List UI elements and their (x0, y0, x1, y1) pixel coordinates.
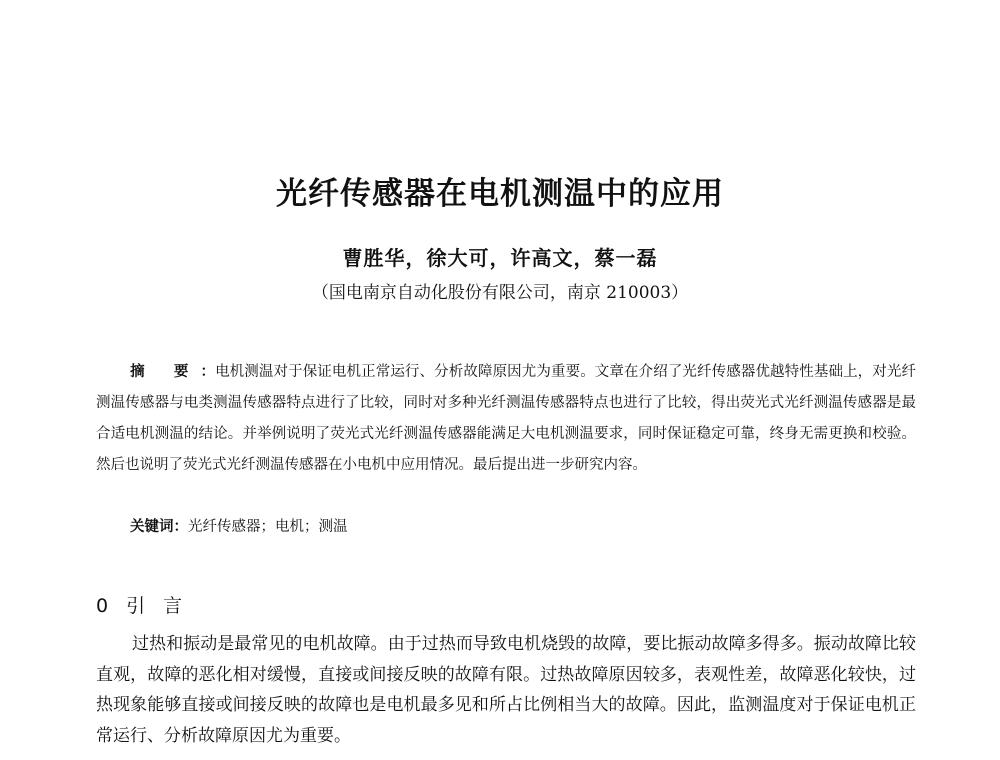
abstract-label-colon: ： (200, 363, 216, 380)
introduction-paragraph (96, 629, 916, 751)
author-list: 曹胜华，徐大可，许高文，蔡一磊 (342, 246, 658, 270)
introduction-text: 过热和振动是最常见的电机故障。由于过热而导致电机烧毁的故障，要比振动故障多得多。振动故障比较直观，故障的恶化相对缓慢，直接或间接反映的故障有限。过热故障原因较多，表观性差，故障恶化较快，过热现象能够直接或间接反映的故障也是电机最多见和所占比例相当大的故障。因此，监测温度对于保证电机正常运行、分析故障原因尤为重要。 (96, 634, 916, 746)
author-affiliation: （国电南京自动化股份有限公司，南京 210003） (311, 283, 689, 303)
abstract-label: 摘 要 (130, 363, 201, 380)
keywords-block (130, 514, 348, 540)
abstract-text: 电机测温对于保证电机正常运行、分析故障原因尤为重要。文章在介绍了光纤传感器优越特性基础上，对光纤测温传感器与电类测温传感器特点进行了比较，同时对多种光纤测温传感器特点也进行了比较，得出荧光式光纤测温传感器是最合适电机测温的结论。并举例说明了荧光式光纤测温传感器能满足大电机测温要求，同时保证稳定可靠，终身无需更换和校验。然后也说明了荧光式光纤测温传感器在小电机中应用情况。最后提出进一步研究内容。 (96, 364, 916, 473)
keywords-label: 关键词： (130, 518, 188, 535)
paper-title: 光纤传感器在电机测温中的应用 (276, 176, 724, 212)
abstract-block (96, 356, 916, 481)
section-heading-introduction: 0 引 言 (96, 595, 189, 617)
keywords-text: 光纤传感器；电机；测温 (188, 519, 348, 535)
